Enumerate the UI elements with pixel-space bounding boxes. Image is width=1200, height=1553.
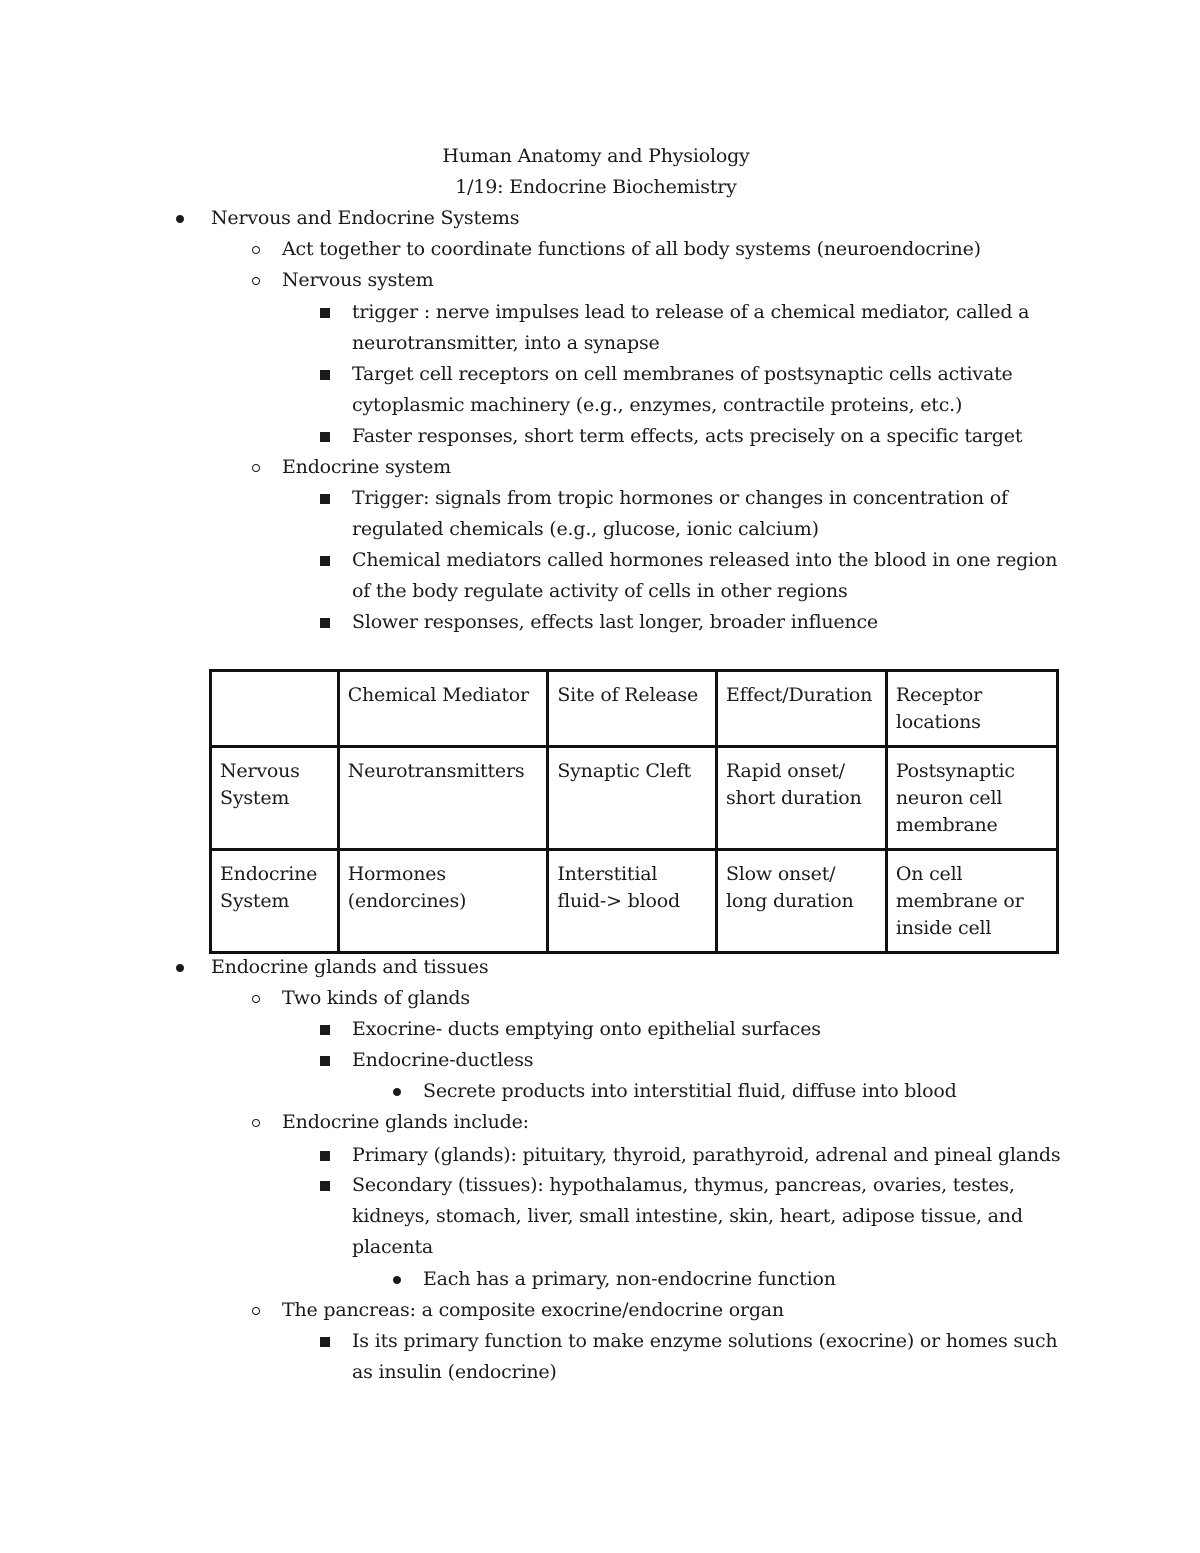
list-item: Exocrine- ducts emptying onto epithelial surfaces — [352, 1018, 821, 1040]
bullet-circle-icon — [252, 246, 260, 254]
bullet-disc-icon — [176, 215, 184, 223]
table-cell: Synaptic Cleft — [548, 747, 717, 850]
list-item-continuation: of the body regulate activity of cells in other regions — [352, 580, 848, 602]
bullet-circle-icon — [252, 1119, 260, 1127]
table-cell: Rapid onset/ short duration — [716, 747, 886, 850]
bullet-circle-icon — [252, 464, 260, 472]
bullet-square-icon — [320, 308, 330, 318]
list-item: Target cell receptors on cell membranes of postsynaptic cells activate — [352, 363, 1013, 385]
table-header-cell — [211, 671, 339, 747]
table-cell: On cell membrane or inside cell — [886, 850, 1057, 953]
list-item: Trigger: signals from tropic hormones or changes in concentration of — [352, 487, 1008, 509]
list-item: Secondary (tissues): hypothalamus, thymus, pancreas, ovaries, testes, — [352, 1174, 1015, 1196]
bullet-square-icon — [320, 1056, 330, 1066]
list-item-continuation: kidneys, stomach, liver, small intestine, skin, heart, adipose tissue, and — [352, 1205, 1023, 1227]
comparison-table — [209, 669, 1059, 954]
table-header-row — [211, 671, 1058, 747]
subheading-endocrine-system: Endocrine system — [282, 456, 451, 478]
list-item: Chemical mediators called hormones released into the blood in one region — [352, 549, 1058, 571]
table-cell: Postsynaptic neuron cell membrane — [886, 747, 1057, 850]
list-item-continuation: placenta — [352, 1236, 434, 1258]
table-cell: Slow onset/ long duration — [716, 850, 886, 953]
list-item: trigger : nerve impulses lead to release of a chemical mediator, called a — [352, 301, 1030, 323]
bullet-disc-icon — [393, 1088, 401, 1096]
list-item: Each has a primary, non-endocrine function — [423, 1268, 836, 1290]
list-item: Slower responses, effects last longer, broader influence — [352, 611, 878, 633]
table-cell: Interstitial fluid-> blood — [548, 850, 717, 953]
section-heading-glands-tissues: Endocrine glands and tissues — [211, 956, 489, 978]
table-cell: Neurotransmitters — [338, 747, 548, 850]
subheading-pancreas: The pancreas: a composite exocrine/endocrine organ — [282, 1299, 784, 1321]
list-item: Secrete products into interstitial fluid, diffuse into blood — [423, 1080, 957, 1102]
table-cell: Hormones (endorcines) — [338, 850, 548, 953]
table-header-cell: Chemical Mediator — [338, 671, 548, 747]
list-item-continuation: neurotransmitter, into a synapse — [352, 332, 660, 354]
subheading-glands-include: Endocrine glands include: — [282, 1111, 529, 1133]
table-header-cell: Effect/Duration — [716, 671, 886, 747]
list-item: Is its primary function to make enzyme solutions (exocrine) or homes such — [352, 1330, 1058, 1352]
bullet-circle-icon — [252, 995, 260, 1003]
bullet-square-icon — [320, 370, 330, 380]
bullet-square-icon — [320, 1181, 330, 1191]
bullet-circle-icon — [252, 1307, 260, 1315]
list-item: Primary (glands): pituitary, thyroid, parathyroid, adrenal and pineal glands — [352, 1144, 1061, 1166]
list-item: Act together to coordinate functions of all body systems (neuroendocrine) — [282, 238, 981, 260]
list-item: Faster responses, short term effects, acts precisely on a specific target — [352, 425, 1023, 447]
bullet-circle-icon — [252, 277, 260, 285]
list-item-continuation: cytoplasmic machinery (e.g., enzymes, contractile proteins, etc.) — [352, 394, 963, 416]
table-cell: Nervous System — [211, 747, 339, 850]
list-item-continuation: as insulin (endocrine) — [352, 1361, 557, 1383]
bullet-square-icon — [320, 618, 330, 628]
bullet-square-icon — [320, 1025, 330, 1035]
list-item: Endocrine-ductless — [352, 1049, 534, 1071]
bullet-square-icon — [320, 432, 330, 442]
document-title: Human Anatomy and Physiology — [442, 145, 750, 167]
table-row — [211, 747, 1058, 850]
table-row — [211, 850, 1058, 953]
bullet-square-icon — [320, 494, 330, 504]
document-subtitle: 1/19: Endocrine Biochemistry — [455, 176, 737, 198]
bullet-square-icon — [320, 1337, 330, 1347]
bullet-disc-icon — [393, 1276, 401, 1284]
list-item-continuation: regulated chemicals (e.g., glucose, ionic calcium) — [352, 518, 819, 540]
table-header-cell: Receptor locations — [886, 671, 1057, 747]
subheading-nervous-system: Nervous system — [282, 269, 434, 291]
bullet-square-icon — [320, 556, 330, 566]
table-header-cell: Site of Release — [548, 671, 717, 747]
bullet-disc-icon — [176, 964, 184, 972]
table-cell: Endocrine System — [211, 850, 339, 953]
subheading-two-kinds: Two kinds of glands — [282, 987, 470, 1009]
section-heading-nervous-endocrine: Nervous and Endocrine Systems — [211, 207, 520, 229]
bullet-square-icon — [320, 1151, 330, 1161]
